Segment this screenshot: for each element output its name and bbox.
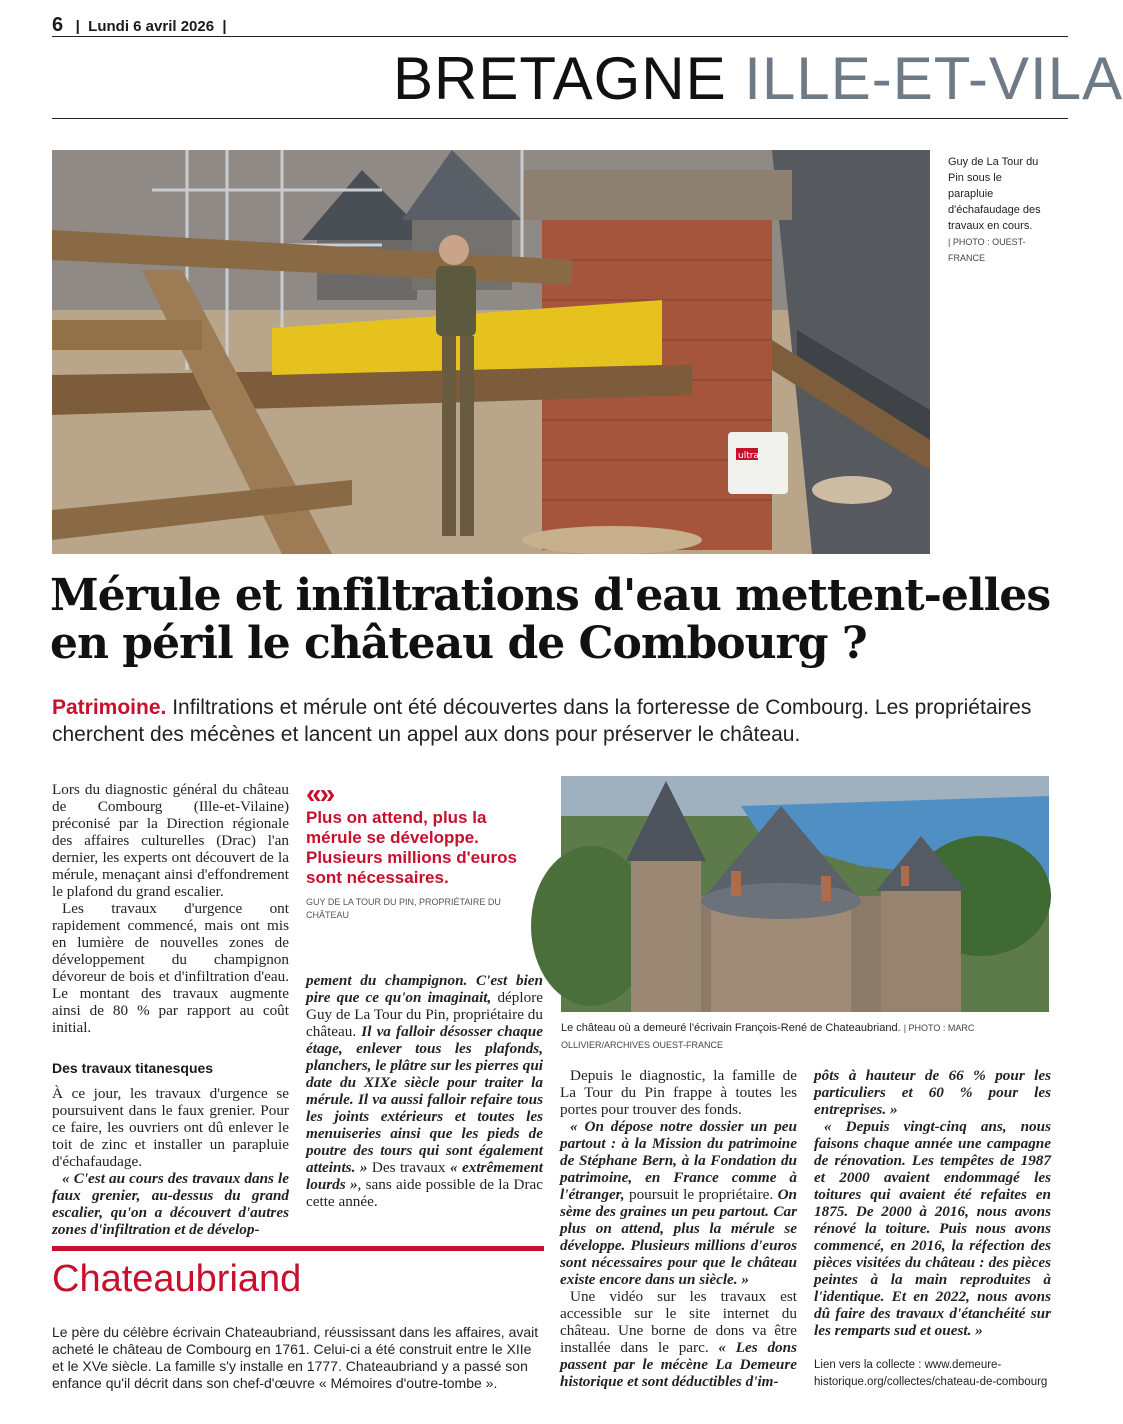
subhead: Des travaux titanesques: [52, 1060, 214, 1076]
chateau-photo-credit: | PHOTO : MARC OLLIVIER/ARCHIVES OUEST-FRANCE: [561, 1023, 975, 1050]
box-text: Le père du célèbre écrivain Chateaubriand, réussissant dans les affaires, avait acheté le château de Combourg en 1761. Celui-ci a été construit entre le XIIe et le XVe siècle. La famille s'y installe en 1777. Chateaubriand y a passé son enfance qu'il décrit dans son chef-d'œuvre « Mémoires d'outre-tombe ».: [52, 1324, 539, 1391]
page-number: 6: [52, 14, 64, 36]
text: Des travaux: [367, 1159, 450, 1176]
standfirst: [52, 694, 1062, 748]
article-column-3: [560, 1067, 797, 1390]
chateau-photo-caption-text: Le château où a demeuré l'écrivain François-René de Chateaubriand.: [561, 1022, 901, 1034]
quote-text: On sème des graines un peu partout. Car plus on attend, plus la mérule se développe. Plusieurs millions d'euros sont nécessaires pour que le château existe encore dans un siècle. »: [560, 1186, 797, 1288]
text: poursuit le propriétaire.: [624, 1186, 774, 1203]
pull-quote: Plus on attend, plus la mérule se développe. Plusieurs millions d'euros sont nécessaires.: [306, 808, 517, 887]
section-rule: [52, 118, 1068, 119]
chateau-photo: [561, 776, 1049, 1012]
section-region: BRETAGNE: [393, 45, 727, 112]
folio: 6 | Lundi 6 avril 2026 |: [52, 14, 227, 36]
paragraph: À ce jour, les travaux d'urgence se poursuivent dans le faux grenier. Pour ce faire, les ouvriers ont dû enlever le toit de zinc et installer un parapluie d'échafaudage.: [52, 1085, 289, 1170]
quote-text: pôts à hauteur de 66 % pour les particuliers et 60 % pour les entreprises. »: [814, 1067, 1051, 1118]
paragraph: Les travaux d'urgence ont rapidement commencé, mais ont mis en lumière de nouvelles zones de développement du champignon dévoreur de bois et d'infiltration d'eau. Le montant des travaux augmente ainsi de 80 % par rapport au coût initial.: [52, 900, 289, 1036]
main-photo-caption: [948, 154, 1048, 266]
text: Une vidéo sur les travaux est accessible sur le site internet du château. Une borne de dons va être installée dans le parc.: [560, 1288, 797, 1356]
main-photo-credit: | PHOTO : OUEST-FRANCE: [948, 237, 1026, 263]
box-title: Chateaubriand: [52, 1258, 302, 1300]
chateau-photo-caption: [561, 1020, 1051, 1054]
quote-text: pement du champignon. C'est bien pire que ce qu'on imaginait,: [306, 972, 543, 1006]
standfirst-kicker: Patrimoine.: [52, 696, 167, 719]
bucket-brand: ultra: [738, 451, 759, 461]
main-photo: [52, 150, 930, 554]
article-column-2: [306, 972, 543, 1210]
paragraph: Depuis le diagnostic, la famille de La Tour du Pin frappe à toutes les portes pour trouver des fonds.: [560, 1067, 797, 1118]
chateau-aerial-illustration: [561, 776, 1049, 1012]
article-column-4: [814, 1067, 1051, 1339]
text: , sans aide possible de la Drac cette année.: [306, 1176, 543, 1210]
quote-text: « On dépose notre dossier un peu partout : à la Mission du patrimoine de Stéphane Bern, à la Fondation du patrimoine, en France comme à l'étranger,: [560, 1118, 797, 1203]
quote-text: « Les dons passent par le mécène La Demeure historique et sont déductibles d'im-: [560, 1339, 797, 1390]
top-rule: [52, 36, 1068, 37]
section-header: [393, 44, 1123, 114]
headline: Mérule et infiltrations d'eau mettent-elles en péril le château de Combourg ?: [50, 570, 1051, 669]
donation-link[interactable]: Lien vers la collecte : www.demeure-historique.org/collectes/chateau-de-combourg: [814, 1359, 1048, 1388]
main-photo-caption-text: Guy de La Tour du Pin sous le parapluie d'échafaudage des travaux en cours.: [948, 156, 1041, 232]
quote-text: « extrêmement lourds »: [306, 1159, 543, 1193]
quote-text: Il va falloir désosser chaque étage, enlever tous les plafonds, planchers, le plâtre sur les pierres qui date du XIXe siècle pour traiter la mérule. Il va aussi falloir refaire tous les joints extérieurs et toutes les menuiseries ainsi que les pieds de poutre des tours qui sont également atteints. »: [306, 1023, 543, 1176]
quote-text: « Depuis vingt-cinq ans, nous faisons chaque année une campagne de rénovation. Les tempêtes de 1987 et 2000 avaient endommagé les toitures qui avaient été refaites en 1875. De 2000 à 2016, nous avons rénové la toiture. Puis nous avons commencé, en 2016, la réfection des pièces visitées du château : des pièces peintes à la main reproduites à l'identique. Et en 2022, nous avons dû faire des travaux d'étanchéité sur les remparts sud et ouest. »: [814, 1118, 1051, 1339]
quote-marks-icon: «»: [306, 778, 334, 809]
text: déplore Guy de La Tour du Pin, propriétaire du château.: [306, 989, 543, 1040]
box-red-rule: [52, 1246, 544, 1251]
section-department: ILLE-ET-VILA: [744, 45, 1123, 112]
article-column-1: [52, 781, 289, 1036]
standfirst-text: Infiltrations et mérule ont été découvertes dans la forteresse de Combourg. Les propriétaires cherchent des mécènes et lancent un appel aux dons pour préserver le château.: [52, 696, 1032, 746]
issue-date: Lundi 6 avril 2026: [88, 18, 215, 35]
quote-text: « C'est au cours des travaux dans le faux grenier, au-dessus du grand escalier, qu'on a découvert d'autres zones d'infiltration et de dévelop-: [52, 1170, 289, 1238]
paragraph: Lors du diagnostic général du château de Combourg (Ille-et-Vilaine) préconisé par la Direction régionale des affaires culturelles (Drac) l'an dernier, les experts ont découvert de la mérule, menaçant ainsi d'effondrement le plafond du grand escalier.: [52, 781, 289, 900]
pull-quote-attribution: GUY DE LA TOUR DU PIN, PROPRIÉTAIRE DU CHÂTEAU: [306, 897, 501, 920]
scaffolding-roof-illustration: [52, 150, 930, 554]
article-column-1-continued: [52, 1085, 289, 1238]
